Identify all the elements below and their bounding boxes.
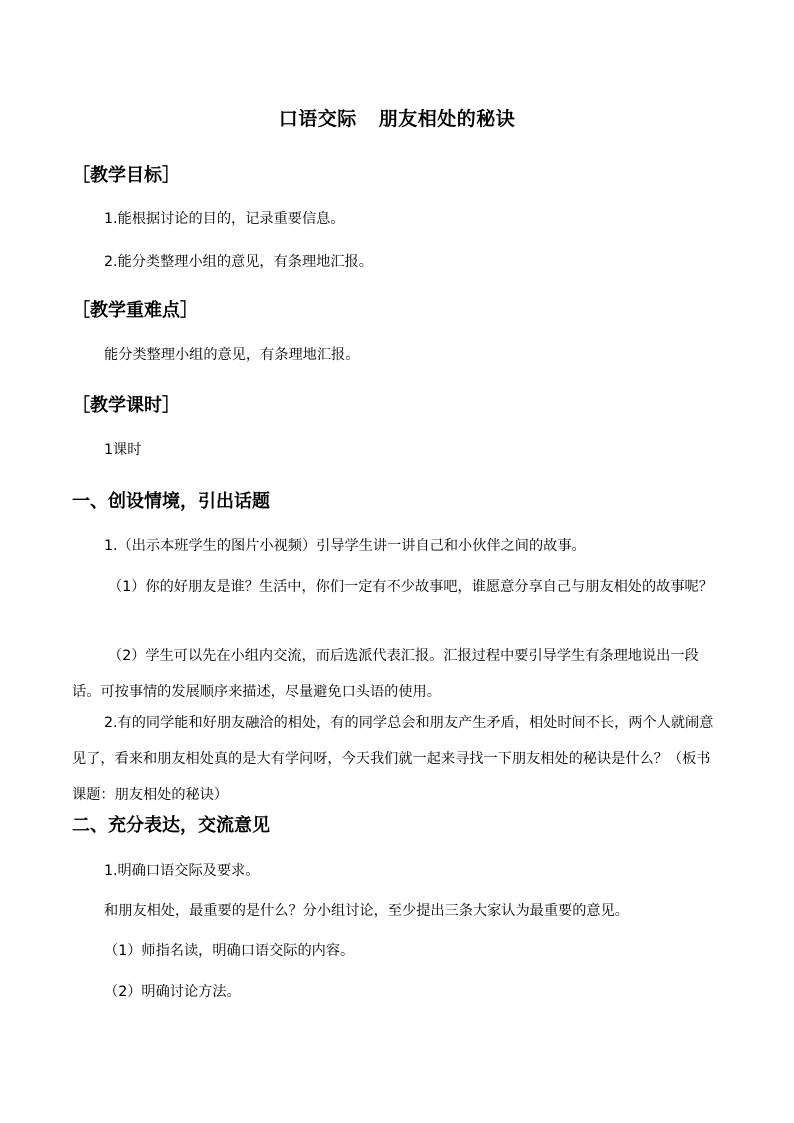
- part-one-paragraph-3: （2）学生可以先在小组内交流，而后选派代表汇报。汇报过程中要引导学生有条理地说出一段话。可按事情的发展顺序来描述，尽量避免口头语的使用。: [72, 648, 699, 700]
- goal-item-1: 1.能根据讨论的目的，记录重要信息。: [104, 211, 345, 227]
- part-two-paragraph-3: （1）师指名读，明确口语交际的内容。: [104, 943, 355, 959]
- title-left: 口语交际: [278, 108, 357, 130]
- goal-item-2: 2.能分类整理小组的意见，有条理地汇报。: [104, 254, 373, 270]
- heading-part-two: 二、充分表达，交流意见: [72, 815, 270, 836]
- heading-class-hours: ［教学课时］: [72, 395, 180, 416]
- heading-key-difficulties: ［教学重难点］: [72, 300, 198, 321]
- class-hours-text: 1课时: [104, 442, 142, 458]
- part-two-paragraph-1: 1.明确口语交际及要求。: [104, 863, 260, 879]
- heading-teaching-goals: ［教学目标］: [72, 165, 180, 186]
- heading-part-one: 一、创设情境，引出话题: [72, 491, 270, 512]
- part-one-paragraph-4: 2.有的同学能和好朋友融洽的相处，有的同学总会和朋友产生矛盾，相处时间不长，两个人就闹意见了，看来和朋友相处真的是大有学问呀，今天我们就一起来寻找一下朋友相处的秘诀是什么？（板书课题：朋友相处的秘诀）: [72, 715, 714, 803]
- part-two-paragraph-4: （2）明确讨论方法。: [104, 984, 241, 1000]
- part-one-paragraph-1: 1.（出示本班学生的图片小视频）引导学生讲一讲自己和小伙伴之间的故事。: [104, 538, 586, 554]
- page-title: [0, 104, 794, 131]
- part-two-paragraph-2: 和朋友相处，最重要的是什么？分小组讨论，至少提出三条大家认为最重要的意见。: [104, 903, 629, 919]
- title-right: 朋友相处的秘诀: [378, 108, 516, 130]
- part-one-paragraph-2: （1）你的好朋友是谁？生活中，你们一定有不少故事吧，谁愿意分享自己与朋友相处的故事呢？: [108, 579, 713, 595]
- key-difficulties-text: 能分类整理小组的意见，有条理地汇报。: [104, 347, 360, 363]
